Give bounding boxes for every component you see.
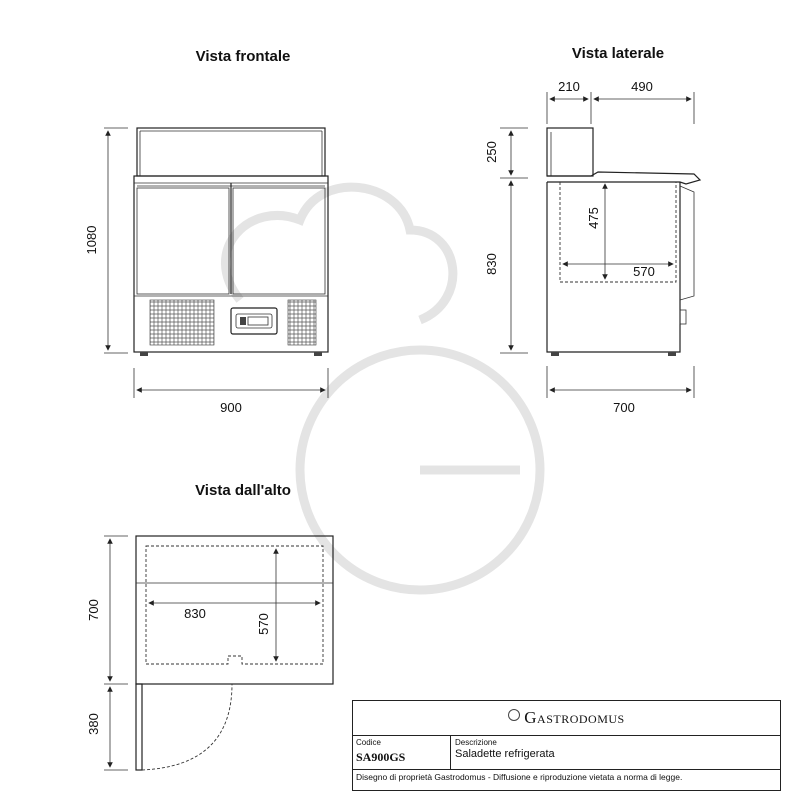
brand-logo [353, 701, 780, 736]
title-block-row [353, 735, 780, 770]
description-cell [451, 735, 780, 775]
front-view-title: Vista frontale [195, 48, 291, 65]
side-view-title: Vista laterale [571, 45, 665, 62]
description-label: Descrizione [455, 738, 497, 747]
chef-hat-watermark-icon [225, 187, 540, 590]
side-top-right-label: 490 [631, 79, 653, 94]
brand-name: Gastrodomus [524, 708, 625, 727]
code-value: SA900GS [356, 750, 406, 764]
front-width-label: 900 [220, 400, 242, 415]
code-cell [353, 735, 451, 769]
side-inner-height-label: 475 [586, 207, 601, 229]
front-height-label: 1080 [84, 225, 99, 255]
side-lower-height-label: 830 [484, 253, 499, 275]
code-label: Codice [356, 738, 381, 747]
description-value: Saladette refrigerata [455, 748, 555, 760]
top-view-title: Vista dall'alto [195, 482, 291, 499]
side-depth-label: 700 [613, 400, 635, 415]
side-view [484, 45, 700, 415]
top-depth-label: 700 [86, 599, 101, 621]
title-block [352, 700, 781, 791]
gastrodomus-logo-icon [508, 709, 520, 721]
top-view [86, 482, 333, 770]
front-view [84, 48, 328, 415]
top-door-label: 380 [86, 713, 101, 735]
right-vent-grille [288, 300, 316, 345]
top-inner-width-label: 830 [184, 606, 206, 621]
left-vent-grille [150, 300, 214, 345]
side-inner-width-label: 570 [633, 264, 655, 279]
copyright-notice: Disegno di proprietà Gastrodomus - Diffusione e riproduzione vietata a norma di legge. [356, 772, 683, 782]
top-inner-depth-label: 570 [256, 613, 271, 635]
side-upper-height-label: 250 [484, 141, 499, 163]
side-top-left-label: 210 [558, 79, 580, 94]
